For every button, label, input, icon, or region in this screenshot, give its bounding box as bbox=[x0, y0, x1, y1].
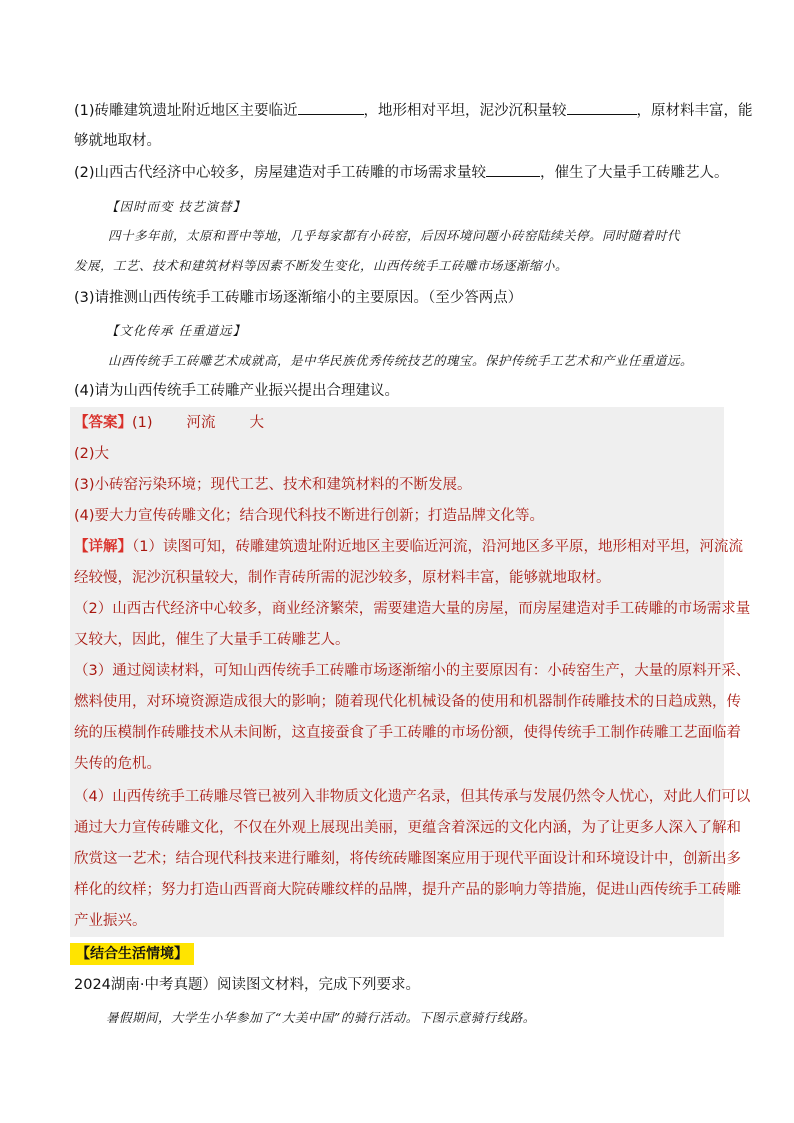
material-1-heading: 【因时而变 技艺演替】 bbox=[106, 199, 246, 214]
detail-4-line-5: 产业振兴。 bbox=[74, 913, 147, 929]
answer-blank bbox=[567, 100, 637, 115]
detail-4-line-3: 欣赏这一艺术；结合现代科技来进行雕刻，将传统砖雕图案应用于现代平面设计和环境设计中，创新出多 bbox=[74, 851, 741, 867]
material-1-line: 四十多年前，太原和晋中等地，几乎每家都有小砖窑，后因环境问题小砖窑陆续关停。同时随着时代 bbox=[108, 228, 681, 243]
next-material: 暑假期间，大学生小华参加了“大美中国”的骑行活动。下图示意骑行线路。 bbox=[106, 1010, 536, 1025]
answer-label: 【答案】 bbox=[74, 415, 132, 431]
answer-blank bbox=[298, 100, 364, 115]
answer-2: (2)大 bbox=[74, 446, 110, 462]
detail-label: 【详解】 bbox=[74, 539, 132, 555]
detail-2-line-1: （2）山西古代经济中心较多，商业经济繁荣，需要建造大量的房屋，而房屋建造对手工砖雕的市场需求量 bbox=[74, 601, 751, 617]
question-2 bbox=[74, 162, 734, 183]
detail-4-line-2: 通过大力宣传砖雕文化，不仅在外观上展现出美丽，更蕴含着深远的文化内涵，为了让更多人深入了解和 bbox=[74, 820, 741, 836]
question-3: (3)请推测山西传统手工砖雕市场逐渐缩小的主要原因。（至少答两点） bbox=[74, 290, 523, 306]
q1-mid: ，地形相对平坦，泥沙沉积量较 bbox=[363, 103, 567, 119]
q2-prefix: (2)山西古代经济中心较多，房屋建造对手工砖雕的市场需求量较 bbox=[74, 165, 487, 181]
question-1 bbox=[74, 100, 753, 121]
material-2-heading: 【文化传承 任重道远】 bbox=[106, 323, 246, 338]
question-1-cont: 够就地取材。 bbox=[74, 133, 161, 149]
question-4: (4)请为山西传统手工砖雕产业振兴提出合理建议。 bbox=[74, 383, 400, 399]
next-question: 2024湖南·中考真题）阅读图文材料，完成下列要求。 bbox=[74, 977, 421, 993]
detail-1-line-1: 【详解】（1）读图可知，砖雕建筑遗址附近地区主要临近河流，沿河地区多平原，地形相对平坦，河流流 bbox=[74, 539, 743, 555]
answer-1 bbox=[74, 413, 734, 433]
material-2-text bbox=[74, 351, 724, 371]
life-context-tag: 【结合生活情境】 bbox=[70, 943, 194, 965]
q2-suffix: ，催生了大量手工砖雕艺人。 bbox=[540, 165, 729, 181]
detail-3-line-2: 燃料使用，对环境资源造成很大的影响；随着现代化机械设备的使用和机器制作砖雕技术的日趋成熟，传 bbox=[74, 694, 741, 710]
material-1-text bbox=[74, 226, 724, 276]
q1-suffix: ，原材料丰富，能 bbox=[636, 103, 753, 119]
answer-1-value-1: 河流 bbox=[186, 415, 216, 431]
answer-1-value-2: 大 bbox=[249, 415, 265, 431]
answer-blank bbox=[486, 162, 540, 177]
answer-3: (3)小砖窑污染环境；现代工艺、技术和建筑材料的不断发展。 bbox=[74, 477, 472, 493]
detail-3-line-1: （3）通过阅读材料，可知山西传统手工砖雕市场逐渐缩小的主要原因有：小砖窑生产，大量的原料开采、 bbox=[74, 663, 751, 679]
detail-1-line-2: 经较慢，泥沙沉积量较大，制作青砖所需的泥沙较多，原材料丰富，能够就地取材。 bbox=[74, 570, 611, 586]
detail-4-line-4: 样化的纹样；努力打造山西晋商大院砖雕纹样的品牌，提升产品的影响力等措施，促进山西传统手工砖雕 bbox=[74, 882, 741, 898]
q1-prefix: (1)砖雕建筑遗址附近地区主要临近 bbox=[74, 103, 298, 119]
detail-2-line-2: 又较大，因此，催生了大量手工砖雕艺人。 bbox=[74, 632, 350, 648]
material-2-line: 山西传统手工砖雕艺术成就高，是中华民族优秀传统技艺的瑰宝。保护传统手工艺术和产业任重道远。 bbox=[108, 353, 694, 368]
detail-3-line-4: 失传的危机。 bbox=[74, 756, 161, 772]
answer-1-num: (1) bbox=[132, 415, 153, 431]
detail-4-line-1: （4）山西传统手工砖雕尽管已被列入非物质文化遗产名录，但其传承与发展仍然令人忧心，对此人们可以 bbox=[74, 789, 751, 805]
detail-3-line-3: 统的压模制作砖雕技术从未间断，这直接蚕食了手工砖雕的市场份额，使得传统手工制作砖雕工艺面临着 bbox=[74, 725, 741, 741]
answer-4: (4)要大力宣传砖雕文化；结合现代科技不断进行创新；打造品牌文化等。 bbox=[74, 508, 545, 524]
material-1-line: 发展，工艺、技术和建筑材料等因素不断发生变化，山西传统手工砖雕市场逐渐缩小。 bbox=[74, 258, 569, 273]
